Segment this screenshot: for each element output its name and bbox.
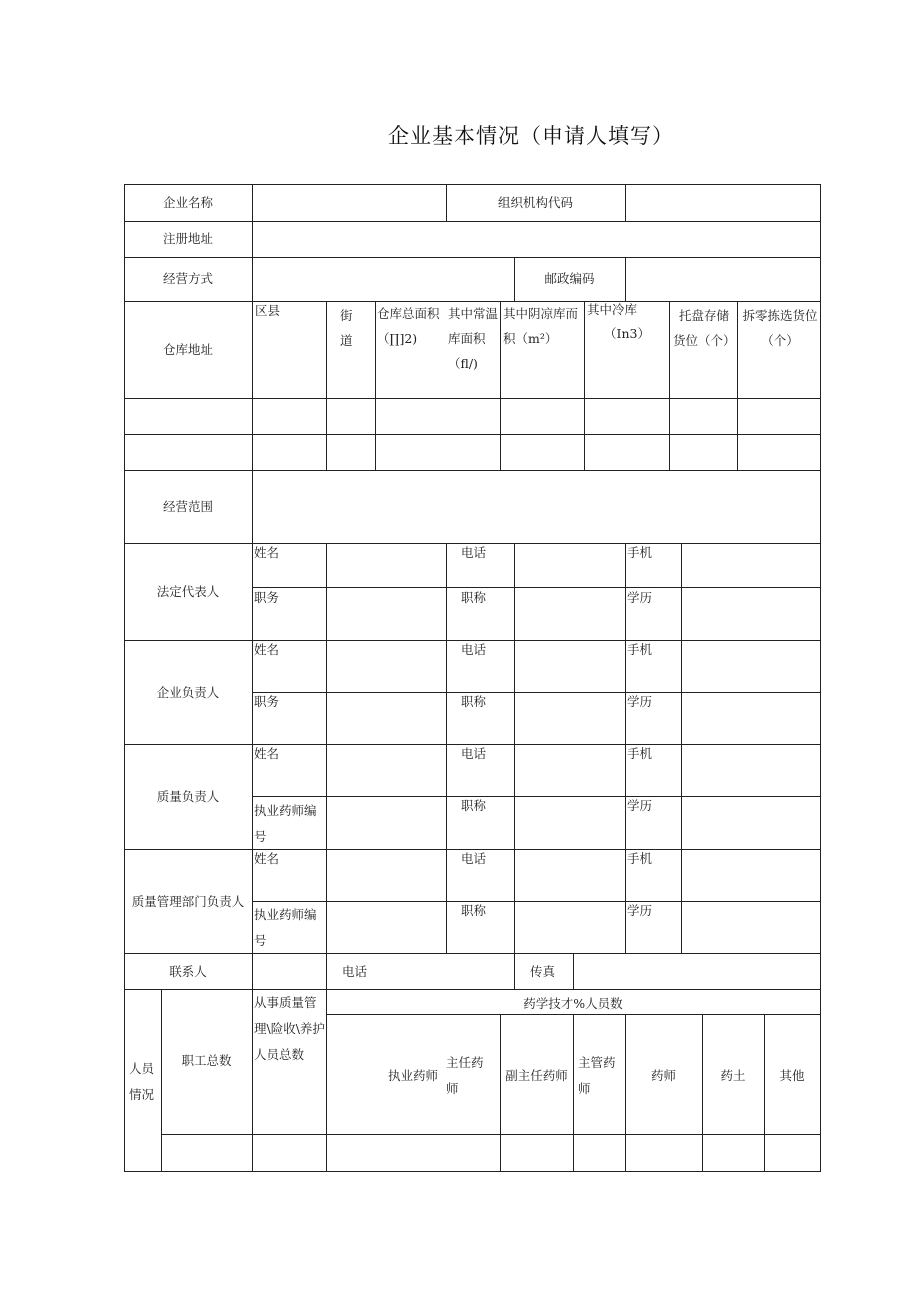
registered-address-label: 注册地址	[162, 231, 213, 246]
business-scope-field[interactable]	[253, 471, 820, 543]
warehouse-row-1[interactable]	[125, 399, 820, 434]
org-code-label: 组织机构代码	[497, 195, 573, 210]
enterprise-head-education-label: 学历	[627, 694, 653, 709]
page-title: 企业基本情况（申请人填写）	[388, 124, 674, 148]
business-mode-label: 经营方式	[162, 271, 213, 286]
staff-qm-label: 从事质量管理\险收\养护人员总数	[254, 995, 325, 1062]
legal-rep-label: 法定代表人	[156, 584, 220, 599]
enterprise-head-label: 企业负责人	[156, 685, 220, 700]
col-cold-area: 其中冷库	[587, 302, 638, 317]
staff-total-label: 职工总数	[181, 1053, 232, 1068]
col-other: 其他	[779, 1068, 805, 1083]
col-assistant-pharmacist: 药土	[720, 1068, 746, 1083]
contact-fax-label: 传真	[530, 964, 556, 979]
business-mode-field[interactable]	[253, 258, 514, 301]
col-licensed-pharmacist: 执业药师	[387, 1068, 438, 1083]
org-code-field[interactable]	[626, 185, 820, 221]
postal-code-label: 邮政编码	[544, 271, 595, 286]
col-cool-area: 其中阴凉库而积（m²）	[503, 306, 579, 346]
staff-label: 人员情况	[129, 1061, 155, 1102]
contact-field[interactable]	[253, 954, 326, 989]
postal-code-field[interactable]	[626, 258, 820, 301]
col-cold-unit: （In3）	[604, 326, 650, 341]
col-chief-pharmacist: 主任药师	[446, 1055, 484, 1096]
enterprise-head-position-label: 职务	[254, 694, 280, 709]
col-normal-area: 其中常温库面积（fl/)	[448, 306, 499, 371]
legal-rep-name-label: 姓名	[254, 545, 280, 560]
legal-rep-position-label: 职务	[254, 590, 280, 605]
enterprise-head-phone-label: 电话	[461, 642, 487, 657]
col-deputy-chief-pharmacist: 副主任药师	[505, 1068, 568, 1083]
quality-head-license-label: 执业药师编号	[254, 803, 317, 844]
enterprise-name-field[interactable]	[253, 185, 446, 221]
col-supervising-pharmacist: 主管药师	[578, 1055, 616, 1096]
qm-dept-head-education-label: 学历	[627, 903, 653, 918]
contact-label: 联系人	[169, 964, 207, 979]
enterprise-head-title-label: 职称	[461, 694, 487, 709]
quality-head-title-label: 职称	[461, 798, 487, 813]
contact-fax-field[interactable]	[574, 954, 820, 989]
col-street: 街道	[340, 308, 353, 348]
qm-dept-head-mobile-label: 手机	[627, 851, 653, 866]
quality-head-phone-label: 电话	[461, 746, 487, 761]
col-pallet: 托盘存储货位（个）	[673, 308, 736, 348]
legal-rep-education-label: 学历	[627, 590, 653, 605]
qm-dept-head-name-label: 姓名	[254, 851, 280, 866]
col-picking: 拆零拣选货位（个）	[742, 308, 818, 348]
quality-head-education-label: 学历	[627, 798, 653, 813]
business-scope-label: 经营范围	[162, 499, 213, 514]
staff-data-row[interactable]	[162, 1135, 820, 1171]
col-pharmacist: 药师	[650, 1068, 676, 1083]
warehouse-row-2[interactable]	[125, 435, 820, 470]
qm-dept-head-phone-label: 电话	[461, 851, 487, 866]
qm-dept-head-title-label: 职称	[461, 903, 487, 918]
qm-dept-head-label: 质量管理部门负责人	[131, 894, 245, 909]
legal-rep-title-label: 职称	[461, 590, 487, 605]
qm-dept-head-license-label: 执业药师编号	[254, 907, 317, 948]
quality-head-mobile-label: 手机	[627, 746, 653, 761]
enterprise-head-name-label: 姓名	[254, 642, 280, 657]
col-total-area: 仓库总面积（∏]2)	[377, 306, 440, 346]
legal-rep-mobile-label: 手机	[627, 545, 653, 560]
contact-phone-label: 电话	[342, 964, 368, 979]
legal-rep-phone-label: 电话	[461, 545, 487, 560]
pharma-header: 药学技才%人员数	[523, 996, 623, 1011]
quality-head-label: 质量负责人	[156, 789, 220, 804]
enterprise-head-mobile-label: 手机	[627, 642, 653, 657]
quality-head-name-label: 姓名	[254, 746, 280, 761]
warehouse-address-label: 仓库地址	[162, 342, 213, 357]
registered-address-field[interactable]	[253, 222, 820, 257]
enterprise-name-label: 企业名称	[162, 195, 213, 210]
col-district: 区县	[255, 303, 281, 318]
